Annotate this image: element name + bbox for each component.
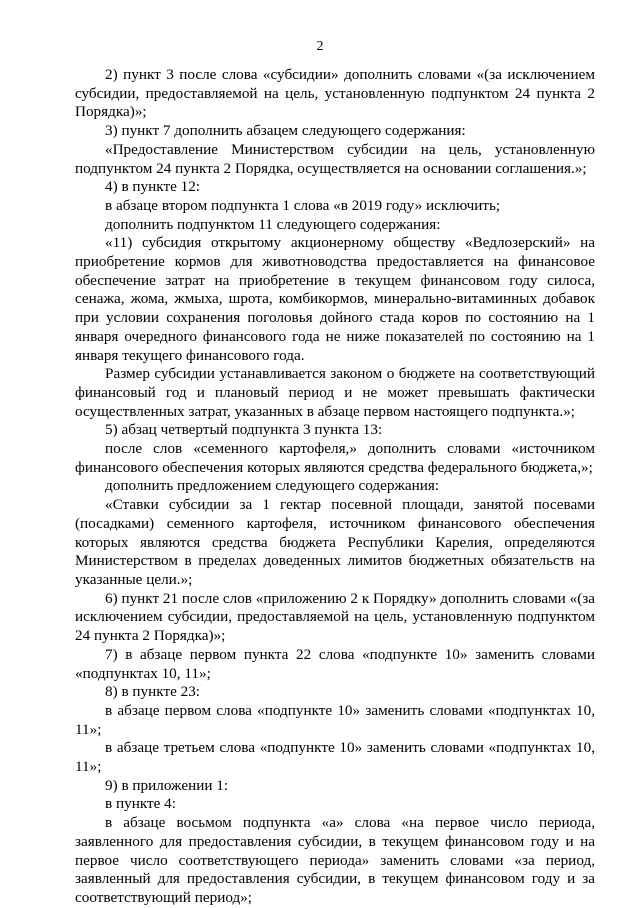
paragraph: Размер субсидии устанавливается законом о бюджете на соответствующий финансовый год и плановый период и не может превышать фактически осуществленных затрат, указанных в абзаце первом настоящего подпункта.»; [75,365,595,420]
paragraph: «Ставки субсидии за 1 гектар посевной площади, занятой посевами (посадками) семенного картофеля, источником финансового обеспечения которых являются средства бюджета Республики Карелия, определяются Министерством в пределах доведенных лимитов бюджетных обязательств на указанные цели.»; [75,496,595,588]
paragraph: 4) в пункте 12: [105,178,201,196]
paragraph: «Предоставление Министерством субсидии на цель, установленную подпунктом 24 пункта 2 Порядка, осуществляется на основании соглашения.»; [75,140,595,177]
paragraph: дополнить предложением следующего содержания: [105,477,440,495]
paragraph: дополнить подпунктом 11 следующего содержания: [105,215,441,233]
paragraph: в абзаце третьем слова «подпункте 10» заменить словами «подпунктах 10, 11»; [75,739,595,776]
page-number: 2 [316,39,324,54]
paragraph: 9) в приложении 1: [105,776,229,794]
document-body [75,66,595,908]
paragraph: «11) субсидия открытому акционерному обществу «Ведлозерский» на приобретение кормов для животноводства предоставляется на финансовое обеспечение затрат на приобретение в текущем финансовом году силоса, сенажа, жома, жмыха, шрота, комбикормов, минерально-витаминных добавок при условии сохранения поголовья дойного стада коров по состоянию на 1 января очередного финансового года не ниже показателей по состоянию на 1 января текущего финансового года. [75,234,595,364]
paragraph: после слов «семенного картофеля,» дополнить словами «источником финансового обеспечения которых являются средства федерального бюджета,»; [75,440,595,476]
paragraph: 3) пункт 7 дополнить абзацем следующего содержания: [105,122,466,140]
paragraph: 8) в пункте 23: [105,683,201,701]
paragraph: в абзаце втором подпункта 1 слова «в 2019 году» исключить; [105,196,501,214]
paragraph: в абзаце восьмом подпункта «а» слова «на первое число периода, заявленного для предоставления субсидии, в текущем финансовом году и на первое число соответствующего периода» заменить словами «за период, заявленный для предоставления субсидии, в текущем финансовом году и за соответствующий период»; [75,814,595,906]
paragraph: 5) абзац четвертый подпункта 3 пункта 13: [105,421,383,439]
paragraph: в пункте 4: [105,795,176,813]
paragraph: 2) пункт 3 после слова «субсидии» дополнить словами «(за исключением субсидии, предоставляемой на цель, установленную подпунктом 24 пункта 2 Порядка)»; [75,66,595,121]
paragraph: 6) пункт 21 после слов «приложению 2 к Порядку» дополнить словами «(за исключением субсидии, предоставляемой на цель, установленную подпунктом 24 пункта 2 Порядка)»; [75,589,595,645]
paragraph: в абзаце первом слова «подпункте 10» заменить словами «подпунктах 10, 11»; [75,701,595,738]
paragraph: 7) в абзаце первом пункта 22 слова «подпункте 10» заменить словами «подпунктах 10, 11»; [75,645,595,682]
